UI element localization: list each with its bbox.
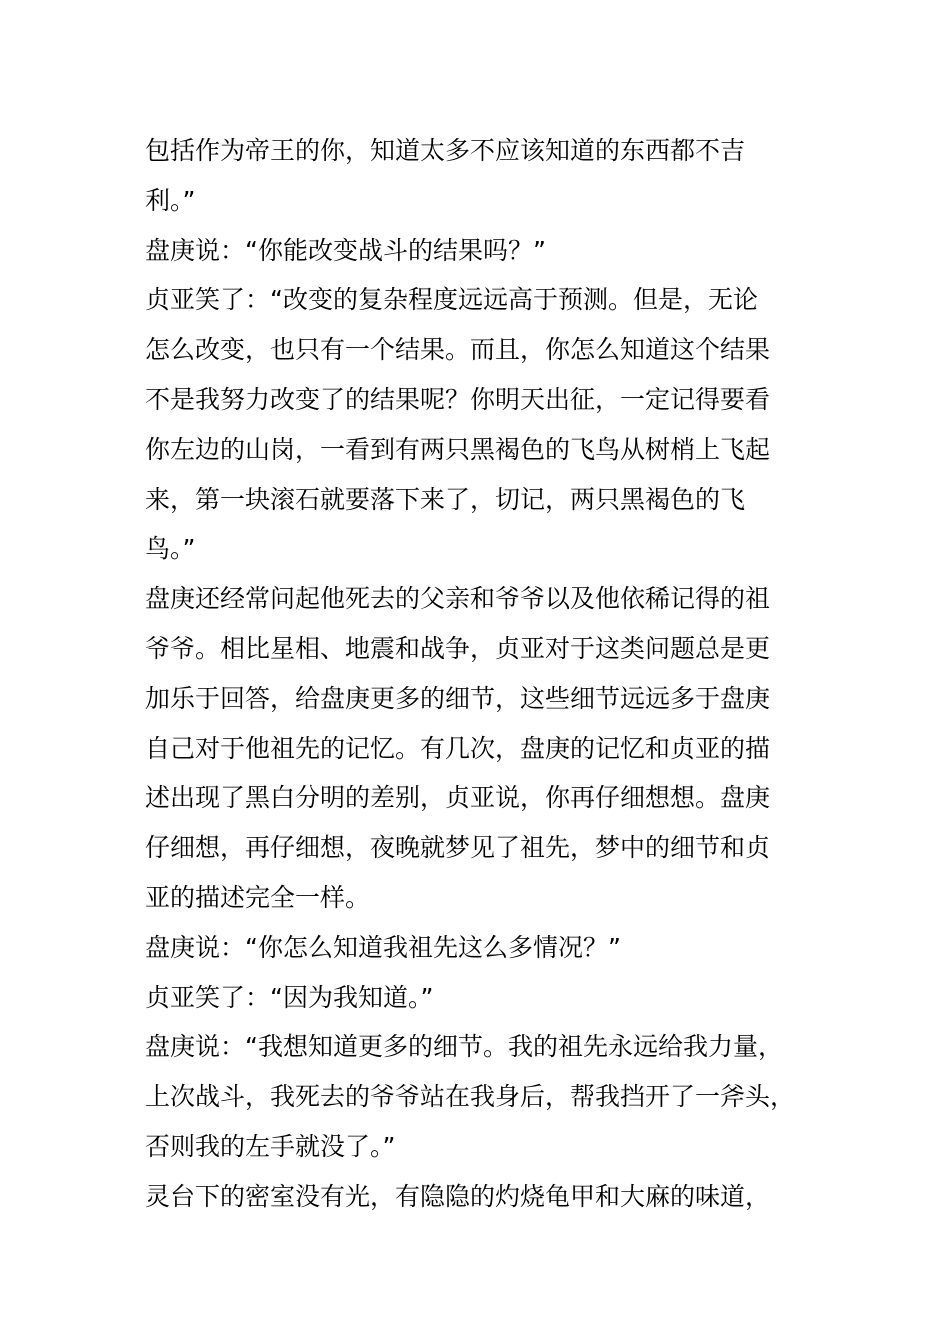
text-line: 不是我努力改变了的结果呢？你明天出征，一定记得要看 bbox=[145, 384, 771, 414]
text-line: 盘庚说：“我想知道更多的细节。我的祖先永远给我力量， bbox=[145, 1032, 783, 1062]
text-line: 盘庚说：“你能改变战斗的结果吗？” bbox=[145, 235, 546, 265]
text-line: 上次战斗，我死去的爷爷站在我身后，帮我挡开了一斧头， bbox=[145, 1082, 796, 1112]
text-line: 灵台下的密室没有光，有隐隐的灼烧龟甲和大麻的味道， bbox=[145, 1181, 771, 1211]
text-line: 盘庚说：“你怎么知道我祖先这么多情况？” bbox=[145, 932, 621, 962]
text-line: 加乐于回答，给盘庚更多的细节，这些细节远远多于盘庚 bbox=[145, 683, 771, 713]
text-line: 爷爷。相比星相、地震和战争，贞亚对于这类问题总是更 bbox=[145, 633, 771, 663]
text-line: 鸟。” bbox=[145, 534, 196, 564]
text-line: 利。” bbox=[145, 185, 196, 215]
text-line: 否则我的左手就没了。” bbox=[145, 1131, 396, 1161]
text-line: 贞亚笑了：“改变的复杂程度远远高于预测。但是，无论 bbox=[145, 285, 758, 315]
text-line: 亚的描述完全一样。 bbox=[145, 882, 371, 912]
text-line: 你左边的山岗，一看到有两只黑褐色的飞鸟从树梢上飞起 bbox=[145, 434, 771, 464]
text-line: 盘庚还经常问起他死去的父亲和爷爷以及他依稀记得的祖 bbox=[145, 584, 771, 614]
document-page bbox=[145, 126, 805, 1222]
text-line: 自己对于他祖先的记忆。有几次，盘庚的记忆和贞亚的描 bbox=[145, 733, 771, 763]
text-line: 来，第一块滚石就要落下来了，切记，两只黑褐色的飞 bbox=[145, 484, 746, 514]
text-line: 怎么改变，也只有一个结果。而且，你怎么知道这个结果 bbox=[145, 335, 771, 365]
text-line: 述出现了黑白分明的差别，贞亚说，你再仔细想想。盘庚 bbox=[145, 783, 771, 813]
text-line: 包括作为帝王的你，知道太多不应该知道的东西都不吉 bbox=[145, 136, 746, 165]
text-line: 仔细想，再仔细想，夜晚就梦见了祖先，梦中的细节和贞 bbox=[145, 833, 771, 863]
text-line: 贞亚笑了：“因为我知道。” bbox=[145, 982, 434, 1012]
